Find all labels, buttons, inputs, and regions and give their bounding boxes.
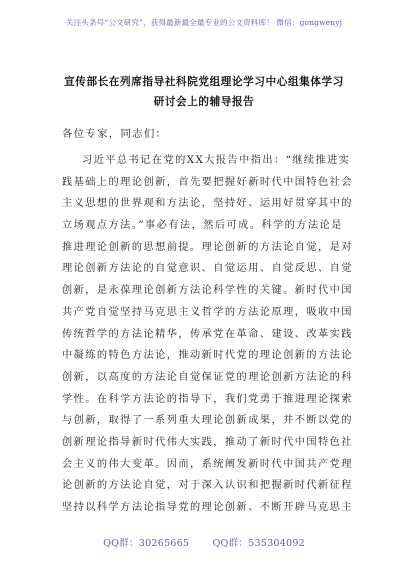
- body-line: 中凝练的特色方法论，推动新时代党的理论创新的方法论: [62, 350, 353, 362]
- document-body: [62, 150, 362, 519]
- salutation: 各位专家，同志们：: [62, 128, 168, 140]
- qq-group-2: QQ群：535304092: [212, 538, 305, 549]
- body-line: 共产党自觉坚持马克思主义哲学的方法论原理，吸收中国: [62, 306, 353, 318]
- body-line: 创新理论指导新时代伟大实践，推动了新时代中国特色社: [62, 436, 353, 448]
- body-line: 习近平总书记在党的XX大报告中指出：“继续推进实: [82, 155, 351, 166]
- body-line: 会主义的伟大变革。因而，系统阐发新时代中国共产党理: [62, 458, 353, 470]
- document-title-line1: 宣传部长在列席指导社科院党组理论学习中心组集体学习: [64, 76, 344, 88]
- body-line: 推进理论创新的思想前提。理论创新的方法论自觉，是对: [62, 241, 353, 253]
- body-line: 主义思想的世界观和方法论，坚持好、运用好贯穿其中的: [62, 198, 353, 210]
- body-line: 创新，是永葆理论创新方法论科学性的关键。新时代中国: [62, 285, 353, 297]
- body-line: 创新，以高度的方法论自觉保证党的理论创新方法论的科: [62, 371, 353, 383]
- body-line: 学性。在科学方法论的指导下，我们党勇于推进理论探索: [62, 393, 353, 405]
- qq-group-1: QQ群：30265665: [103, 538, 190, 549]
- promo-banner: 关注头条号“公文研究”，获得最新最全最专业的公文资料库！ 微信：gongwenyj: [65, 18, 343, 27]
- body-line: 立场观点方法。”事必有法，然后可成。科学的方法论是: [62, 220, 343, 232]
- document-title-line2: 研讨会上的辅导报告: [153, 96, 255, 108]
- body-line: 坚持以科学方法论指导党的理论创新、不断开辟马克思主: [62, 502, 353, 513]
- body-line: 与创新，取得了一系列重大理论创新成果，并不断以党的: [62, 415, 353, 427]
- body-line: 理论创新方法论的自觉意识、自觉运用、自觉反思、自觉: [62, 263, 353, 275]
- body-line: 践基础上的理论创新，首先要把握好新时代中国特色社会: [62, 176, 353, 188]
- page-footer: [0, 535, 408, 549]
- body-line: 论创新的方法论自觉，对于深入认识和把握新时代新征程: [62, 480, 353, 492]
- body-line: 传统哲学的方法论精华，传承党在革命、建设、改革实践: [62, 328, 353, 340]
